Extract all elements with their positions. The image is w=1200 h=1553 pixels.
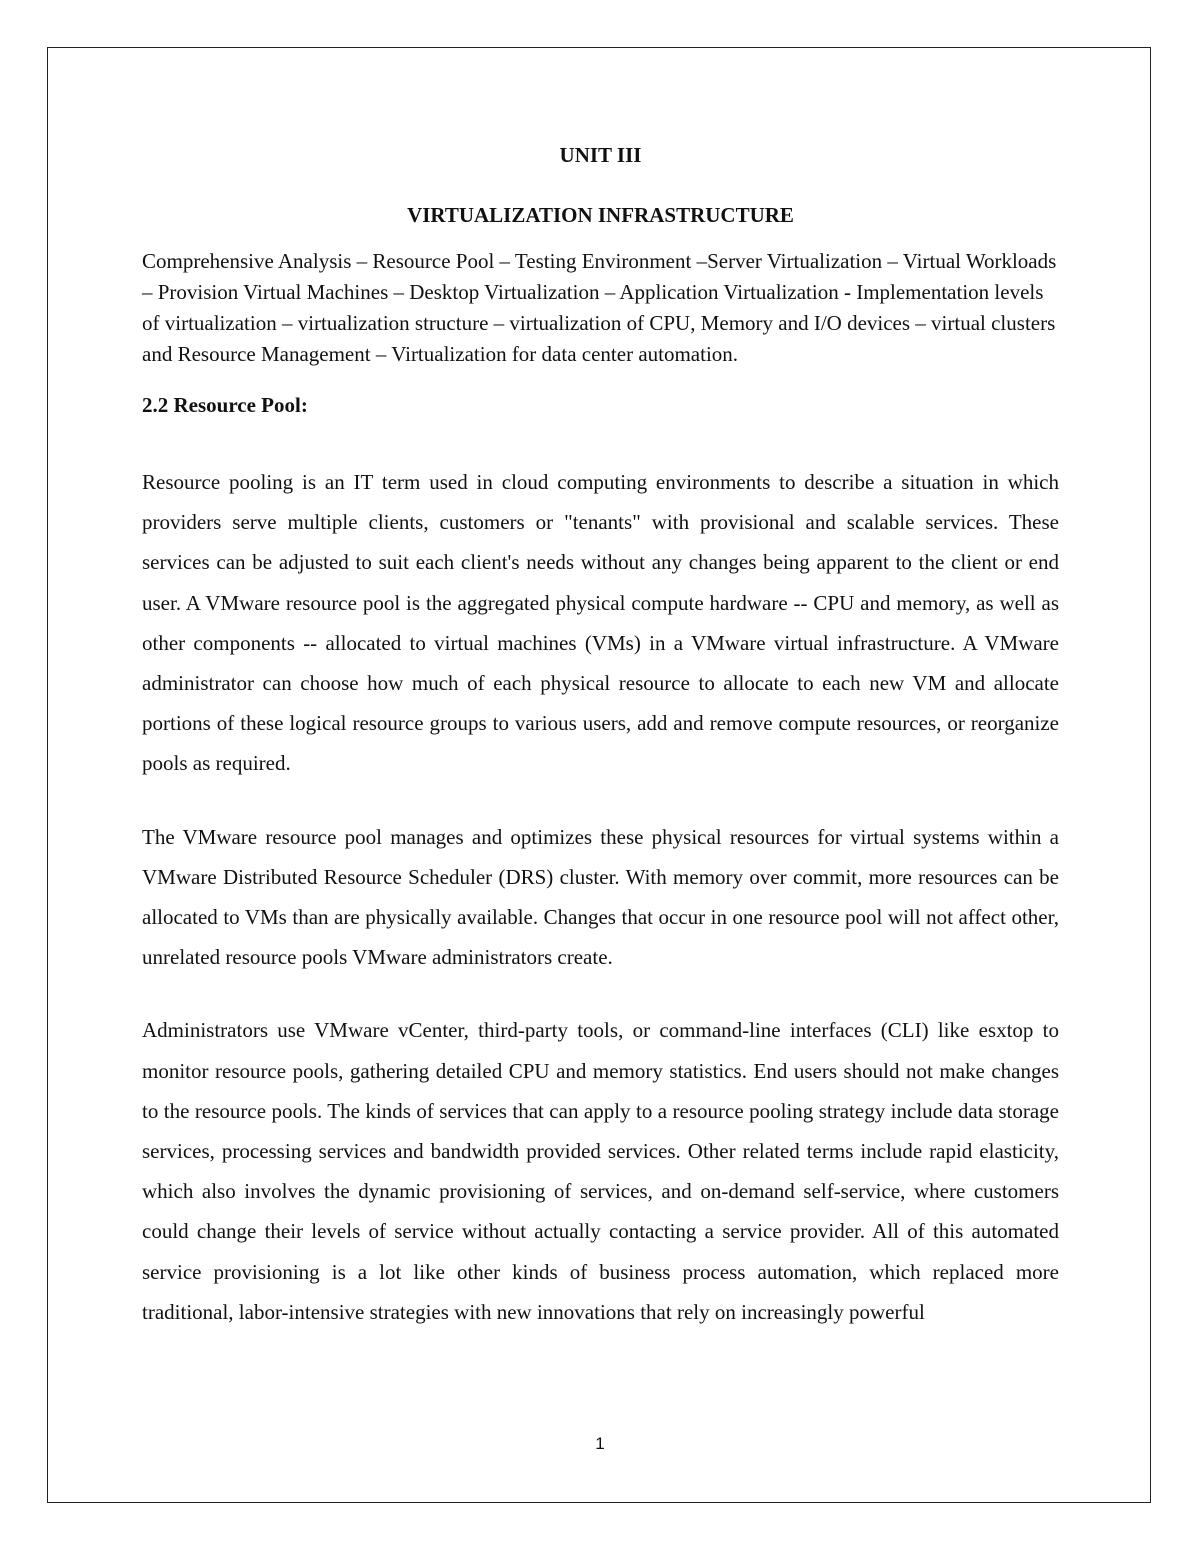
document-title: VIRTUALIZATION INFRASTRUCTURE bbox=[407, 203, 794, 227]
section-heading: 2.2 Resource Pool: bbox=[142, 393, 308, 417]
topics-paragraph: Comprehensive Analysis – Resource Pool – Testing Environment –Server Virtualization – Virtual Workloads – Provision Virtual Machines – Desktop Virtualization – Application Virtualization - Implementation levels of virtualization – virtualization structure – virtualization of CPU, Memory and I/O devices – virtual clusters and Resource Management – Virtualization for data center automation. bbox=[142, 249, 1057, 366]
document-body bbox=[142, 140, 1059, 1332]
body-paragraph-3: Administrators use VMware vCenter, third-party tools, or command-line interfaces (CLI) like esxtop to monitor resource pools, gathering detailed CPU and memory statistics. End users should not make changes to the resource pools. The kinds of services that can apply to a resource pooling strategy include data storage services, processing services and bandwidth provided services. Other related terms include rapid elasticity, which also involves the dynamic provisioning of services, and on-demand self-service, where customers could change their levels of service without actually contacting a service provider. All of this automated service provisioning is a lot like other kinds of business process automation, which replaced more traditional, labor-intensive strategies with new innovations that rely on increasingly powerful bbox=[142, 1018, 1059, 1324]
unit-title: UNIT III bbox=[559, 143, 642, 167]
body-paragraph-1: Resource pooling is an IT term used in cloud computing environments to describe a situation in which providers serve multiple clients, customers or "tenants" with provisional and scalable services. These services can be adjusted to suit each client's needs without any changes being apparent to the client or end user. A VMware resource pool is the aggregated physical compute hardware -- CPU and memory, as well as other components -- allocated to virtual machines (VMs) in a VMware virtual infrastructure. A VMware administrator can choose how much of each physical resource to allocate to each new VM and allocate portions of these logical resource groups to various users, add and remove compute resources, or reorganize pools as required. bbox=[142, 470, 1059, 776]
body-paragraph-2: The VMware resource pool manages and optimizes these physical resources for virtual systems within a VMware Distributed Resource Scheduler (DRS) cluster. With memory over commit, more resources can be allocated to VMs than are physically available. Changes that occur in one resource pool will not affect other, unrelated resource pools VMware administrators create. bbox=[142, 824, 1059, 970]
page-number: 1 bbox=[595, 1434, 605, 1453]
